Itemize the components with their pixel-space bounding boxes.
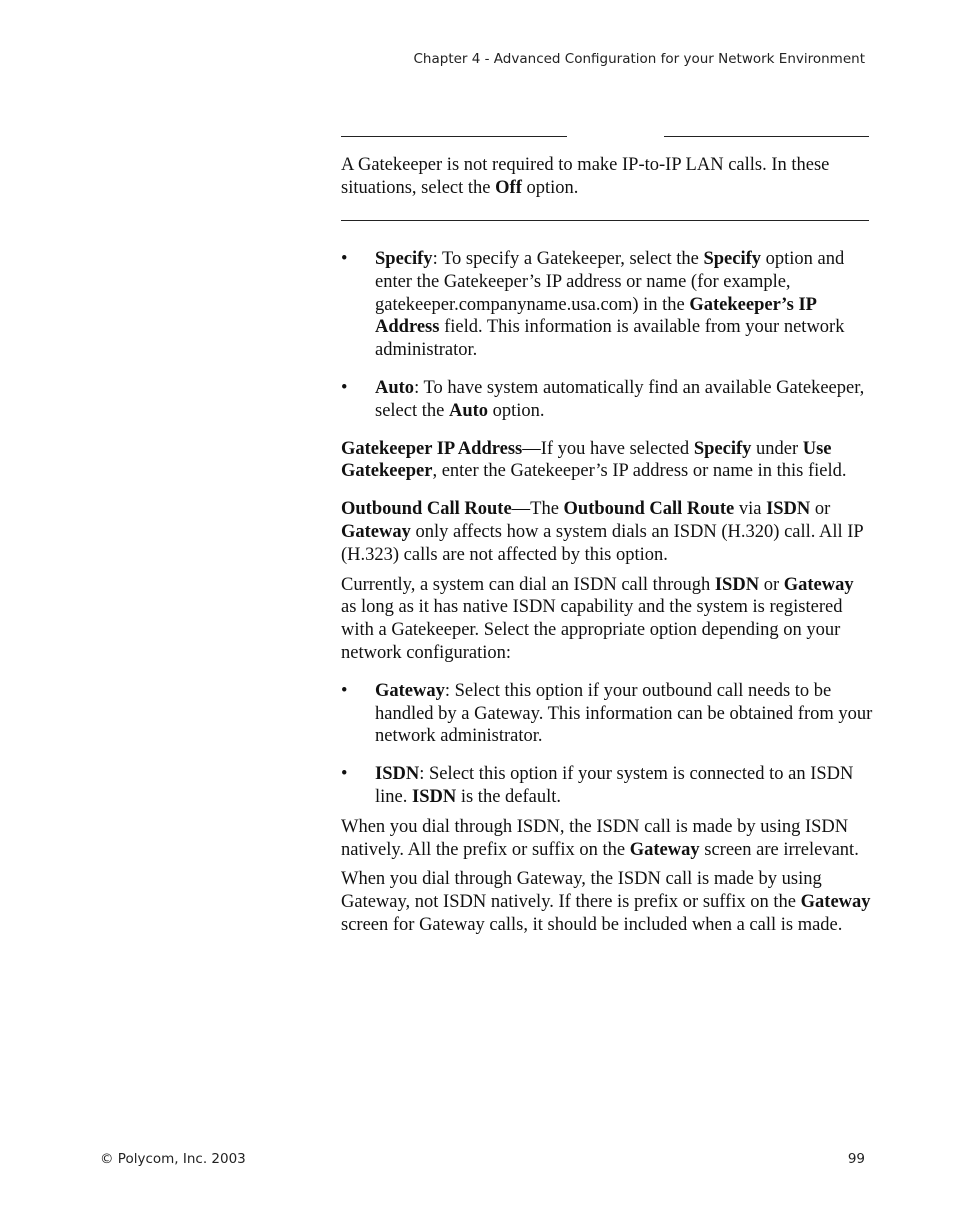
- term-outbound-call-route: Outbound Call Route: [341, 499, 512, 520]
- body-text: [341, 248, 873, 937]
- running-header: Chapter 4 - Advanced Configuration for your Network Environment: [413, 51, 865, 67]
- paragraph-outbound-call-route: Outbound Call Route—The Outbound Call Route via ISDN or Gateway only affects how a system dials an ISDN (H.320) call. All IP (H.323) calls are not affected by this option.: [341, 499, 864, 565]
- bullet-marker: •: [341, 680, 348, 701]
- paragraph-gatekeeper-ip-address: Gatekeeper IP Address—If you have selected Specify under Use Gatekeeper, enter the Gatekeeper’s IP address or name in this field.: [341, 438, 847, 482]
- bullet-marker: •: [341, 764, 348, 785]
- note-rule-top-right: [664, 136, 869, 137]
- bullet-gateway: • Gateway: Select this option if your outbound call needs to be handled by a Gateway. This information can be obtained from your network administrator.: [341, 680, 873, 747]
- term-specify: Specify: [375, 249, 433, 269]
- paragraph-currently: Currently, a system can dial an ISDN call through ISDN or Gateway as long as it has native ISDN capability and the system is registered with a Gatekeeper. Select the appropriate option depending on your network configuration:: [341, 574, 854, 663]
- term-gateway: Gateway: [375, 680, 445, 701]
- bullet-marker: •: [341, 249, 348, 269]
- paragraph-dial-gateway: When you dial through Gateway, the ISDN call is made by using Gateway, not ISDN natively. If there is prefix or suffix on the Gateway screen for Gateway calls, it should be included when a call is made.: [341, 869, 871, 935]
- bullet-isdn: • ISDN: Select this option if your system is connected to an ISDN line. ISDN is the default.: [341, 764, 854, 807]
- bullet-auto: • Auto: To have system automatically find an available Gatekeeper, select the Auto option.: [341, 377, 865, 421]
- term-isdn: ISDN: [375, 764, 420, 785]
- footer-copyright: © Polycom, Inc. 2003: [100, 1151, 246, 1167]
- bullet-marker: •: [341, 377, 348, 398]
- paragraph-dial-isdn: When you dial through ISDN, the ISDN call is made by using ISDN natively. All the prefix or suffix on the Gateway screen are irrelevant.: [341, 816, 859, 860]
- term-auto: Auto: [375, 377, 415, 398]
- bullet-specify: • Specify: To specify a Gatekeeper, select the Specify option and enter the Gatekeeper’s IP address or name (for example, gatekeeper.companyname.usa.com) in the Gatekeeper’s IP Address field. This information is available from your network administrator.: [341, 249, 845, 361]
- note-rule-top-left: [341, 136, 567, 137]
- note-text: A Gatekeeper is not required to make IP-to-IP LAN calls. In these situations, select the Off option.: [341, 155, 830, 198]
- term-off: Off: [495, 177, 522, 198]
- note-rule-bottom: [341, 220, 869, 221]
- page-number: 99: [847, 1151, 865, 1167]
- note-box: [341, 154, 873, 200]
- term-gatekeeper-ip-address: Gatekeeper IP Address: [341, 438, 523, 459]
